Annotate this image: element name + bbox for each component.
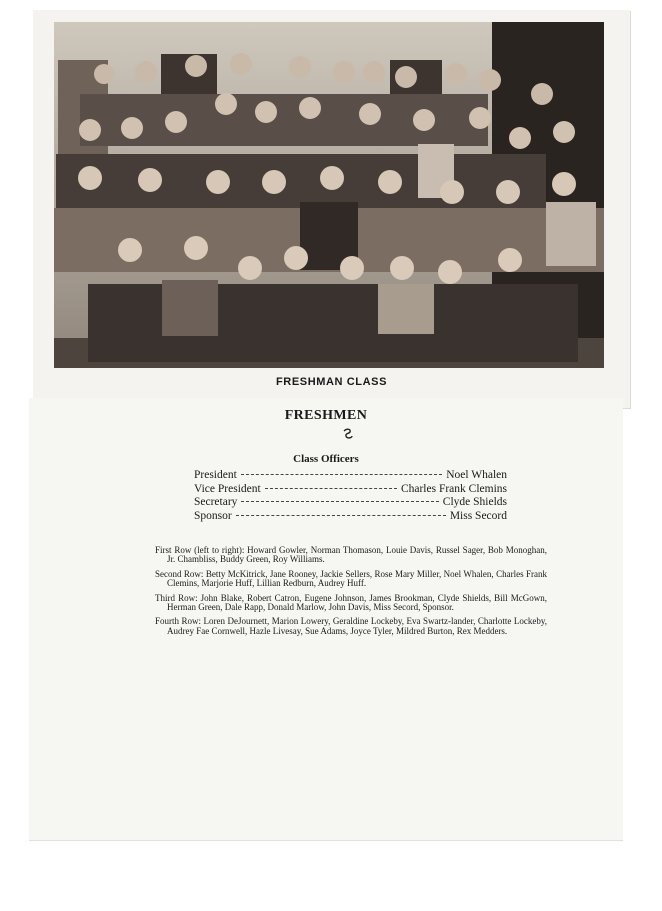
dotted-leader xyxy=(241,501,438,502)
officer-row-sponsor xyxy=(194,510,507,524)
class-photo-image xyxy=(54,22,604,368)
officers-heading: Class Officers xyxy=(293,453,359,465)
photo-caption: FRESHMAN CLASS xyxy=(275,376,388,388)
officer-role: Sponsor xyxy=(194,509,232,522)
officer-name: Miss Secord xyxy=(449,509,507,522)
officer-row-vice-president xyxy=(194,483,507,497)
fourth-row-names: Fourth Row: Loren DeJournett, Marion Lowery, Geraldine Lockeby, Eva Swartz-lander, Charlotte Lockeby, Audrey Fae Cornwell, Hazle Livesay, Sue Adams, Joyce Tyler, Mildred Burton, Rex Medders. xyxy=(155,616,547,636)
page-title: FRESHMEN xyxy=(284,408,368,423)
officer-role: President xyxy=(194,469,237,481)
third-row-names: Third Row: John Blake, Robert Catron, Eugene Johnson, James Brookman, Clyde Shields, Bill McGown, Herman Green, Dale Rapp, Donald Marlow, John Davis, Miss Secord, Sponsor. xyxy=(155,592,547,613)
class-photo xyxy=(54,22,604,368)
photo-row-listing xyxy=(155,546,547,641)
officers-list xyxy=(194,469,507,523)
officer-name: Noel Whalen xyxy=(446,469,507,481)
ornament-icon xyxy=(342,428,354,440)
officer-name: Charles Frank Clemins xyxy=(400,482,507,495)
dotted-leader xyxy=(241,474,442,475)
officer-row-secretary xyxy=(194,496,507,510)
dotted-leader xyxy=(236,515,446,516)
first-row-names: First Row (left to right): Howard Gowler, Norman Thomason, Louie Davis, Russel Sager, Bob Monoghan, Jr. Chambliss, Buddy Green, Roy Williams. xyxy=(155,545,547,565)
officer-row-president xyxy=(194,469,507,483)
officer-role: Secretary xyxy=(194,496,238,509)
second-row-names: Second Row: Betty McKitrick, Jane Rooney, Jackie Sellers, Rose Mary Miller, Noel Whalen, Charles Frank Clemins, Marjorie Huff, Lillian Redburn, Audrey Huff. xyxy=(155,568,547,589)
officer-role: Vice President xyxy=(194,482,261,495)
dotted-leader xyxy=(265,488,397,489)
officer-name: Clyde Shields xyxy=(442,496,507,509)
